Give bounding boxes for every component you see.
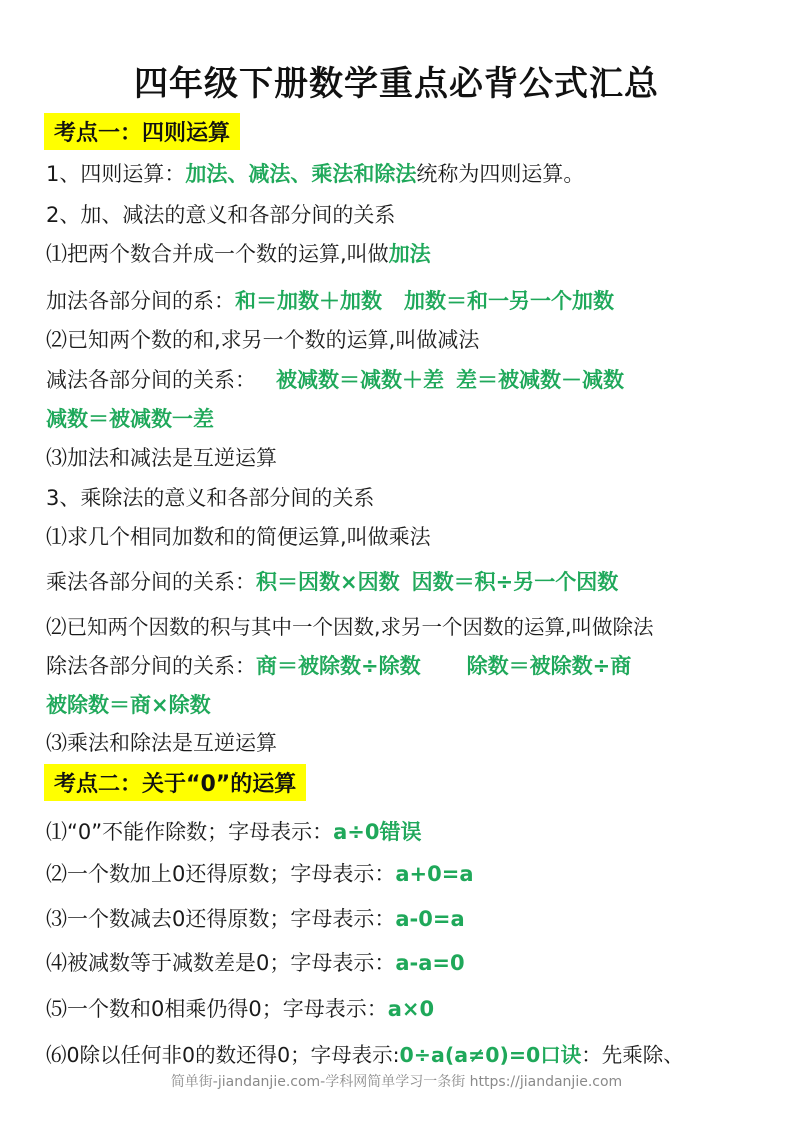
formula: 加数＝和一另一个加数 (404, 289, 614, 313)
formula: 和＝加数＋加数 (235, 289, 382, 313)
formula: a÷0错误 (333, 820, 422, 844)
line-multiplication-relations (46, 566, 618, 596)
line-text: ⑸一个数和0相乘仍得0；字母表示： (46, 997, 388, 1021)
line-mul-div-title: 3、乘除法的意义和各部分间的关系 (46, 486, 375, 510)
zero-rule-1 (46, 816, 422, 846)
line-text: ⑴“0”不能作除数；字母表示： (46, 820, 334, 844)
formula: 被减数＝减数＋差 (276, 368, 444, 392)
line-subtraction-relations (46, 364, 624, 394)
line-text: 加法各部分间的系： (46, 289, 235, 313)
highlight-text: 加法 (388, 242, 431, 266)
formula: a-0=a (395, 907, 465, 931)
formula: a+0=a (395, 862, 474, 886)
page-title: 四年级下册数学重点必背公式汇总 (134, 64, 659, 104)
line-text: ⑶一个数减去0还得原数；字母表示： (46, 907, 396, 931)
line-text: ⑴把两个数合并成一个数的运算,叫做 (46, 242, 389, 266)
line-text: ⑵一个数加上0还得原数；字母表示： (46, 862, 396, 886)
formula: a-a=0 (395, 951, 465, 975)
line-addition-relations (46, 285, 614, 315)
zero-rule-6 (46, 1038, 684, 1068)
line-text: ⑹0除以任何非0的数还得0；字母表示: (46, 1043, 400, 1067)
formula: 积＝因数×因数 (256, 570, 400, 594)
line-text: ⑷被减数等于减数差是0；字母表示： (46, 951, 396, 975)
line-add-sub-title: 2、加、减法的意义和各部分间的关系 (46, 203, 396, 227)
formula-line: 减数＝被减数一差 (46, 407, 214, 431)
zero-rule-5 (46, 993, 434, 1023)
formula: a×0 (387, 997, 435, 1021)
line-mul-div-inverse: ⑶乘法和除法是互逆运算 (46, 731, 277, 755)
formula-line: 被除数＝商×除数 (46, 693, 211, 717)
formula: 除数＝被除数÷商 (466, 654, 632, 678)
highlight-text: 加法、减法、乘法和除法 (185, 162, 417, 186)
line-add-sub-inverse: ⑶加法和减法是互逆运算 (46, 446, 277, 470)
line-text: 除法各部分间的关系： (46, 654, 256, 678)
footer-watermark: 简单街-jiandanjie.com-学科网简单学习一条街 https://jiandanjie.com (170, 1074, 623, 1090)
line-addition-def (46, 238, 431, 268)
line-text: 1、四则运算： (46, 162, 186, 186)
line-division-relations (46, 650, 631, 680)
line-text: 乘法各部分间的关系： (46, 570, 256, 594)
zero-rule-4 (46, 947, 465, 977)
line-text: ：先乘除、 (581, 1043, 684, 1067)
section-heading-1: 考点一：四则运算 (44, 113, 240, 150)
line-text: 统称为四则运算。 (416, 162, 585, 186)
formula: 因数＝积÷另一个因数 (411, 570, 619, 594)
zero-rule-3 (46, 903, 465, 933)
line-text: 减法各部分间的关系： (46, 368, 256, 392)
zero-rule-2 (46, 858, 474, 888)
section-heading-2: 考点二：关于“0”的运算 (44, 764, 306, 801)
formula: 0÷a(a≠0)=0口诀 (399, 1043, 582, 1067)
line-subtraction-def: ⑵已知两个数的和,求另一个数的运算,叫做减法 (46, 328, 480, 352)
line-division-def: ⑵已知两个因数的积与其中一个因数,求另一个因数的运算,叫做除法 (46, 615, 654, 639)
line-four-operations (46, 158, 584, 188)
line-multiplication-def: ⑴求几个相同加数和的简便运算,叫做乘法 (46, 525, 431, 549)
formula: 商＝被除数÷除数 (256, 654, 421, 678)
formula: 差＝被减数－减数 (456, 368, 624, 392)
